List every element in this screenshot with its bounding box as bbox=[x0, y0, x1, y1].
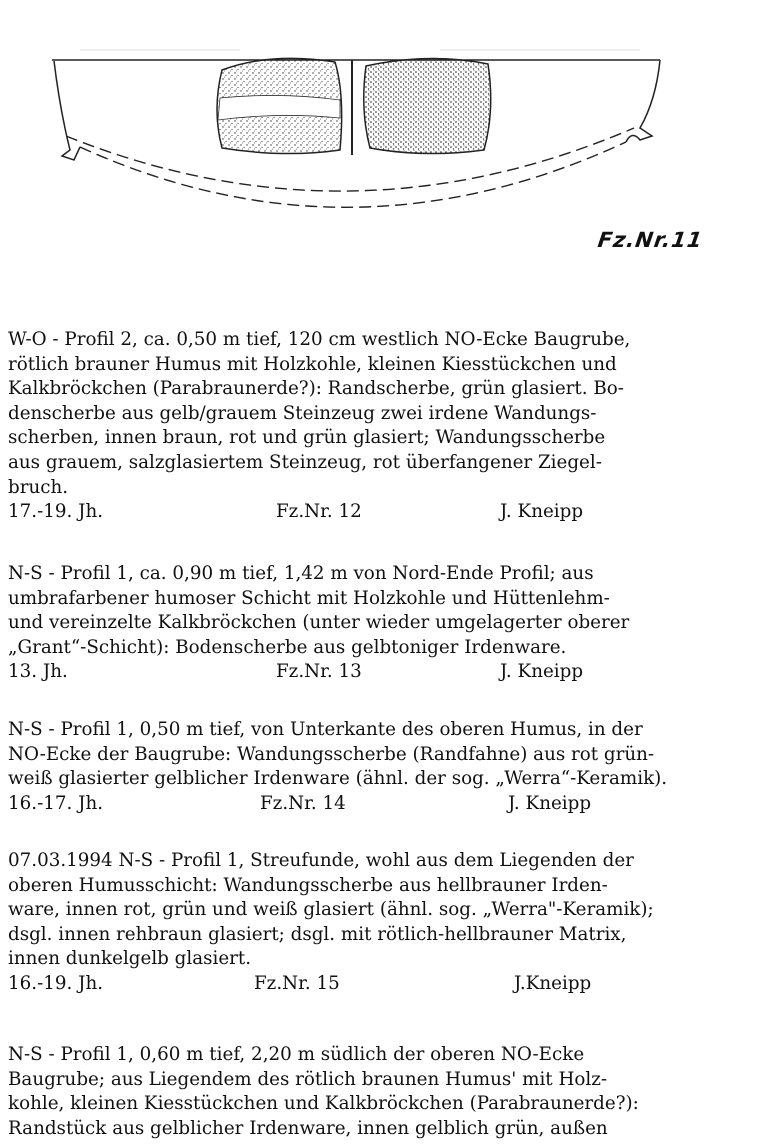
author: J. Kneipp bbox=[500, 501, 584, 523]
find-number: Fz.Nr. 12 bbox=[276, 501, 362, 523]
profile-drawing bbox=[0, 0, 768, 300]
entry-line: W-O - Profil 2, ca. 0,50 m tief, 120 cm westlich NO-Ecke Baugrube, bbox=[8, 329, 631, 350]
entry-meta bbox=[8, 500, 738, 526]
entry-line: Kalkbröckchen (Parabraunerde?): Randscherbe, grün glasiert. Bo- bbox=[8, 378, 624, 400]
author: J. Kneipp bbox=[500, 661, 584, 683]
entry-line: rötlich brauner Humus mit Holzkohle, kleinen Kiesstückchen und bbox=[8, 353, 617, 375]
entry-line: bruch. bbox=[8, 476, 69, 498]
find-entry-13 bbox=[8, 562, 738, 686]
entry-line: dsgl. innen rehbraun glasiert; dsgl. mit rötlich-hellbrauner Matrix, bbox=[8, 923, 627, 945]
author: J.Kneipp bbox=[514, 972, 592, 994]
entry-meta bbox=[8, 660, 738, 686]
date-range: 17.-19. Jh. bbox=[8, 501, 104, 523]
entry-line: innen dunkelgelb glasiert. bbox=[8, 948, 252, 970]
entry-line: NO-Ecke der Baugrube: Wandungsscherbe (Randfahne) aus rot grün- bbox=[8, 743, 655, 765]
entry-line: N-S - Profil 1, 0,50 m tief, von Unterkante des oberen Humus, in der bbox=[8, 719, 643, 740]
entry-line: N-S - Profil 1, 0,60 m tief, 2,20 m südlich der oberen NO-Ecke bbox=[8, 1044, 585, 1065]
date-range: 13. Jh. bbox=[8, 661, 68, 683]
entry-line: 07.03.1994 N-S - Profil 1, Streufunde, wohl aus dem Liegenden der bbox=[8, 850, 634, 871]
author: J. Kneipp bbox=[508, 792, 592, 814]
find-number-handwritten-label: Fz.Nr.11 bbox=[596, 228, 705, 252]
entry-line: ware, innen rot, grün und weiß glasiert (ähnl. sog. „Werra"-Keramik); bbox=[8, 899, 654, 921]
entry-line: umbrafarbener humoser Schicht mit Holzkohle und Hüttenlehm- bbox=[8, 587, 610, 609]
entry-line: denscherbe aus gelb/grauem Steinzeug zwei irdene Wandungs- bbox=[8, 402, 597, 424]
entry-line: und vereinzelte Kalkbröckchen (unter wieder umgelagerter oberer bbox=[8, 612, 630, 634]
find-entry-14 bbox=[8, 718, 738, 818]
entry-meta bbox=[8, 792, 738, 818]
find-entry-12 bbox=[8, 328, 738, 526]
entry-line: „Grant“-Schicht): Bodenscherbe aus gelbtoniger Irdenware. bbox=[8, 636, 567, 658]
entry-line: weiß glasierter gelblicher Irdenware (ähnl. der sog. „Werra“-Keramik). bbox=[8, 768, 668, 790]
find-number: Fz.Nr. 15 bbox=[254, 972, 340, 994]
find-number: Fz.Nr. 14 bbox=[260, 792, 346, 814]
entry-line: N-S - Profil 1, ca. 0,90 m tief, 1,42 m von Nord-Ende Profil; aus bbox=[8, 563, 594, 584]
date-range: 16.-17. Jh. bbox=[8, 792, 104, 814]
find-entry-15 bbox=[8, 849, 738, 998]
entry-line: Randstück aus gelblicher Irdenware, innen gelblich grün, außen bbox=[8, 1117, 608, 1139]
entry-line: kohle, kleinen Kiesstückchen und Kalkbröckchen (Parabraunerde?): bbox=[8, 1093, 639, 1115]
entry-meta bbox=[8, 972, 738, 998]
find-number: Fz.Nr. 13 bbox=[276, 661, 362, 683]
entry-line: scherben, innen braun, rot und grün glasiert; Wandungsscherbe bbox=[8, 427, 606, 449]
entry-line: Baugrube; aus Liegendem des rötlich braunen Humus' mit Holz- bbox=[8, 1068, 608, 1090]
date-range: 16.-19. Jh. bbox=[8, 972, 104, 994]
entry-line: oberen Humusschicht: Wandungsscherbe aus hellbrauner Irden- bbox=[8, 874, 608, 896]
entry-line: aus grauem, salzglasiertem Steinzeug, rot überfangener Ziegel- bbox=[8, 451, 602, 473]
find-entry-16 bbox=[8, 1043, 738, 1141]
